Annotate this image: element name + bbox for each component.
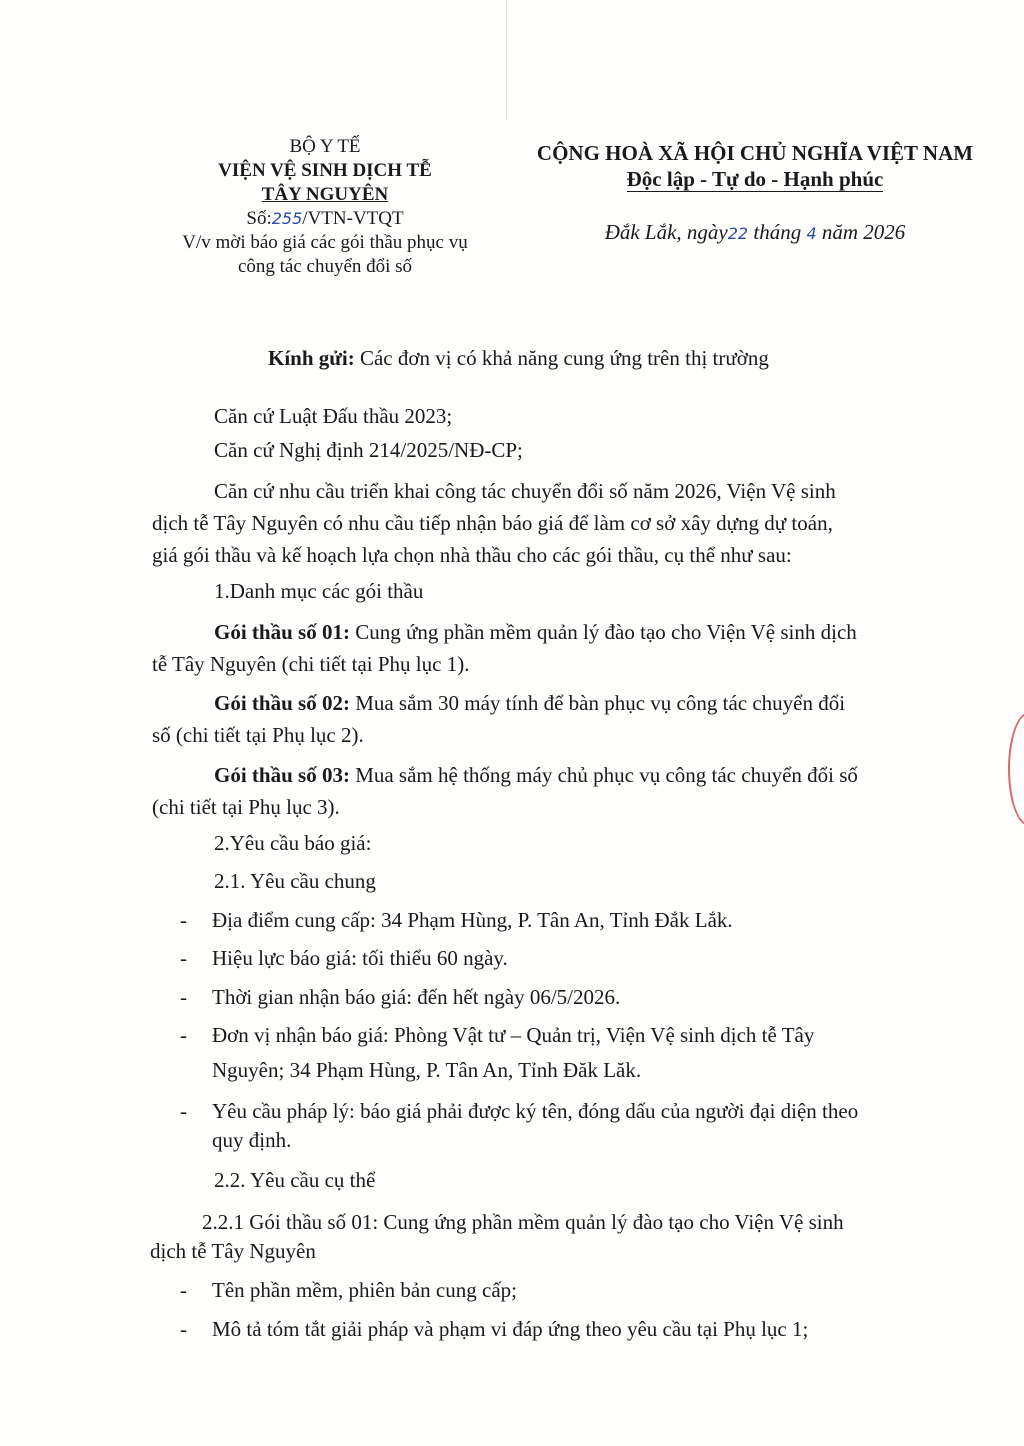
date-place: Đắk Lắk, ngày <box>604 220 728 244</box>
package-3-label: Gói thầu số 03: <box>214 763 350 787</box>
requirement-receiver-line1: Đơn vị nhận báo giá: Phòng Vật tư – Quản trị, Viện Vệ sinh dịch tễ Tây <box>212 1023 815 1047</box>
basis-decree: Căn cứ Nghị định 214/2025/NĐ-CP; <box>214 438 523 462</box>
recipient-line <box>268 344 769 372</box>
intro-line1: Căn cứ nhu cầu triển khai công tác chuyển đổi số năm 2026, Viện Vệ sinh <box>214 479 836 503</box>
package-2-line1 <box>214 689 845 717</box>
bullet-dash: - <box>180 908 187 932</box>
requirement-legal-line2: quy định. <box>212 1128 292 1152</box>
package-3-line2: (chi tiết tại Phụ lục 3). <box>152 795 340 819</box>
bullet-dash: - <box>180 1278 187 1302</box>
spec-solution-summary: Mô tả tóm tắt giải pháp và phạm vi đáp ứng theo yêu cầu tại Phụ lục 1; <box>212 1317 809 1341</box>
intro-line2: dịch tễ Tây Nguyên có nhu cầu tiếp nhận báo giá để làm cơ sở xây dựng dự toán, <box>152 511 833 535</box>
bullet-dash: - <box>180 1023 187 1047</box>
package-3-text: Mua sắm hệ thống máy chủ phục vụ công tác chuyển đổi số <box>355 763 858 787</box>
section-2-heading: 2.Yêu cầu báo giá: <box>214 831 372 855</box>
requirement-validity: Hiệu lực báo giá: tối thiểu 60 ngày. <box>212 946 508 970</box>
requirement-delivery-location: Địa điểm cung cấp: 34 Phạm Hùng, P. Tân An, Tỉnh Đắk Lắk. <box>212 908 733 932</box>
subject-line2: công tác chuyển đổi số <box>237 256 413 277</box>
nation-title: CỘNG HOÀ XÃ HỘI CHỦ NGHĨA VIỆT NAM <box>536 141 974 165</box>
date-day: 22 <box>727 224 749 243</box>
institute-name-line2 <box>140 183 510 207</box>
recipient-text: Các đơn vị có khả năng cung ứng trên thị trường <box>359 346 769 370</box>
bullet-dash: - <box>180 1317 187 1341</box>
date-month: 4 <box>806 224 817 243</box>
national-header <box>505 140 1005 192</box>
fold-line <box>506 0 507 120</box>
section-2-1-heading: 2.1. Yêu cầu chung <box>214 869 376 893</box>
section-2-2-1-line1: 2.2.1 Gói thầu số 01: Cung ứng phần mềm quản lý đào tạo cho Viện Vệ sinh <box>202 1210 844 1234</box>
institute-name-line2-text: TÂY NGUYÊN <box>261 184 389 205</box>
national-motto: Độc lập - Tự do - Hạnh phúc <box>626 167 884 191</box>
date-line <box>505 220 1005 245</box>
requirement-legal-line1: Yêu cầu pháp lý: báo giá phải được ký tên, đóng dấu của người đại diện theo <box>212 1099 859 1123</box>
document-number-prefix: Số: <box>246 208 272 229</box>
date-year: năm 2026 <box>821 220 906 244</box>
recipient-label: Kính gửi: <box>268 346 355 370</box>
institute-name-line1: VIỆN VỆ SINH DỊCH TỄ <box>218 160 432 181</box>
section-2-2-1-line2: dịch tễ Tây Nguyên <box>150 1239 316 1263</box>
document-number-handwritten: 255 <box>271 209 303 228</box>
bullet-dash: - <box>180 1099 187 1123</box>
basis-law: Căn cứ Luật Đấu thầu 2023; <box>214 404 453 428</box>
subject-line1: V/v mời báo giá các gói thầu phục vụ <box>182 232 468 253</box>
intro-line3: giá gói thầu và kế hoạch lựa chọn nhà thầu cho các gói thầu, cụ thể như sau: <box>152 543 792 567</box>
section-2-2-heading: 2.2. Yêu cầu cụ thể <box>214 1168 376 1192</box>
package-1-line2: tễ Tây Nguyên (chi tiết tại Phụ lục 1). <box>152 652 470 676</box>
package-3-line1 <box>214 761 858 789</box>
issuer-block <box>140 135 510 279</box>
section-1-heading: 1.Danh mục các gói thầu <box>214 579 424 603</box>
requirement-deadline: Thời gian nhận báo giá: đến hết ngày 06/5/2026. <box>212 985 621 1009</box>
package-2-label: Gói thầu số 02: <box>214 691 350 715</box>
bullet-dash: - <box>180 985 187 1009</box>
requirement-receiver-line2: Nguyên; 34 Phạm Hùng, P. Tân An, Tỉnh Đăk Lăk. <box>212 1058 642 1082</box>
package-2-text: Mua sắm 30 máy tính để bàn phục vụ công tác chuyển đổi <box>355 691 846 715</box>
package-2-line2: số (chi tiết tại Phụ lục 2). <box>152 723 364 747</box>
bullet-dash: - <box>180 946 187 970</box>
document-number-suffix: /VTN-VTQT <box>302 208 404 229</box>
package-1-line1 <box>214 618 857 646</box>
date-month-label: tháng <box>753 220 802 244</box>
red-seal-stamp-edge <box>1008 712 1024 826</box>
package-1-label: Gói thầu số 01: <box>214 620 350 644</box>
document-number <box>140 207 510 231</box>
spec-software-name: Tên phần mềm, phiên bản cung cấp; <box>212 1278 517 1302</box>
package-1-text: Cung ứng phần mềm quản lý đào tạo cho Viện Vệ sinh dịch <box>355 620 857 644</box>
ministry-name: BỘ Y TẾ <box>289 136 361 157</box>
